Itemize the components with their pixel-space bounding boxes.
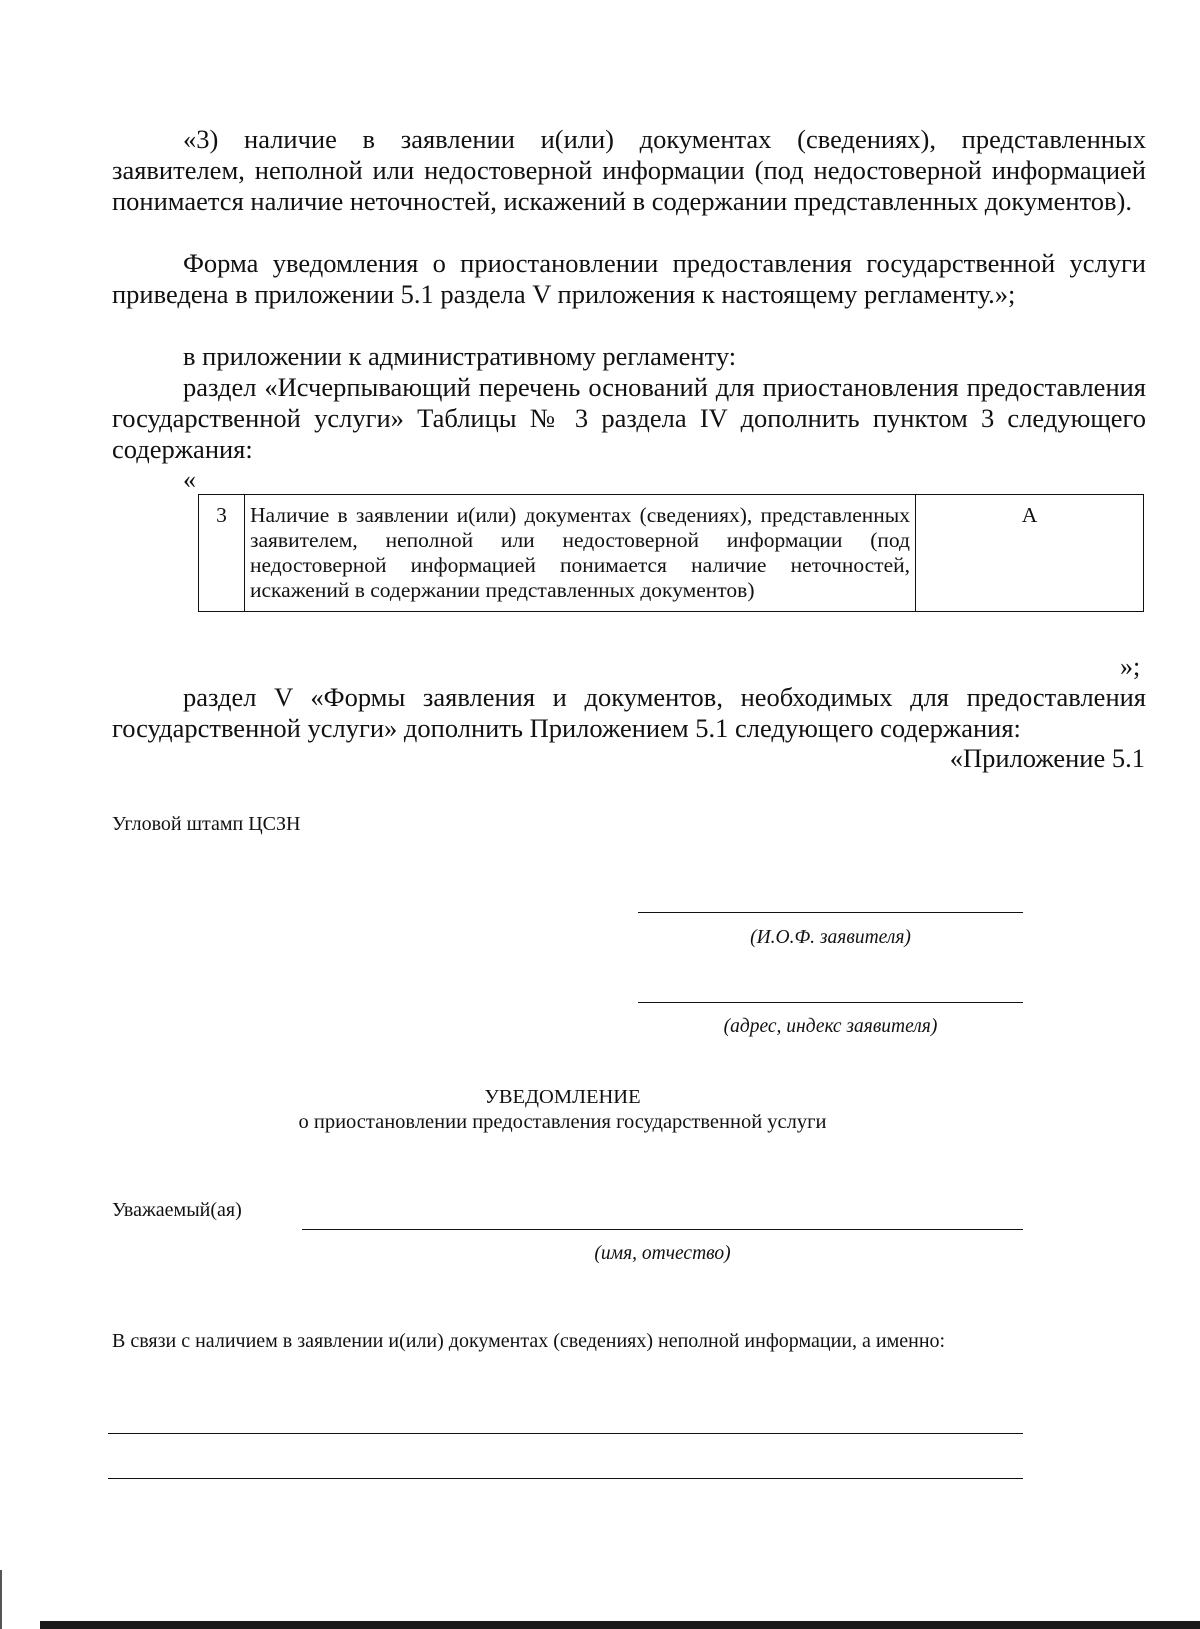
paragraph-notice-form: Форма уведомления о приостановлении предоставления государственной услуги приведена в приложении 5.1 раздела V приложения к настоящему регламенту.»; [112, 248, 1146, 309]
details-line-1 [108, 1433, 1023, 1434]
applicant-name-caption: (И.О.Ф. заявителя) [750, 927, 911, 948]
table-open-quote: « [183, 465, 196, 494]
scan-bottom-edge [40, 1621, 1200, 1629]
first-name-caption: (имя, отчество) [594, 1243, 731, 1264]
applicant-address-line [638, 1002, 1023, 1003]
salutation-label: Уважаемый(ая) [112, 1199, 242, 1221]
salutation-name-line [302, 1229, 1023, 1230]
corner-stamp-label: Угловой штамп ЦСЗН [112, 813, 301, 835]
applicant-name-line [638, 912, 1023, 913]
scan-left-edge [0, 1570, 2, 1629]
appendix-reference: «Приложение 5.1 [949, 743, 1145, 773]
paragraph-item-3: «3) наличие в заявлении и(или) документах (сведениях), представленных заявителем, неполной или недостоверной информации (под недостоверной информацией понимается наличие неточностей, искажений в содержании представленных документов). [112, 124, 1146, 216]
row-number-cell: 3 [199, 495, 245, 612]
details-line-2 [108, 1478, 1023, 1479]
paragraph-section-iv: раздел «Исчерпывающий перечень оснований для приостановления предоставления государственной услуги» Таблицы № 3 раздела IV дополнить пунктом 3 следующего содержания: [112, 372, 1146, 464]
applicant-address-caption: (адрес, индекс заявителя) [723, 1016, 938, 1037]
row-description-cell: Наличие в заявлении и(или) документах (сведениях), представленных заявителем, неполной или недостоверной информации (под недостоверной информацией понимается наличие неточностей, искажений в содержании представленных документов) [245, 495, 916, 612]
table-row [199, 495, 1144, 612]
notice-title: УВЕДОМЛЕНИЕ [484, 1086, 641, 1108]
paragraph-section-v: раздел V «Формы заявления и документов, необходимых для предоставления государственной услуги» дополнить Приложением 5.1 следующего содержания: [112, 682, 1146, 743]
notice-subtitle: о приостановлении предоставления государственной услуги [298, 1111, 827, 1133]
notice-body-text: В связи с наличием в заявлении и(или) документах (сведениях) неполной информации, а именно: [112, 1330, 946, 1352]
table-close-quote: »; [1120, 652, 1141, 681]
inserted-table [198, 494, 1144, 612]
row-code-cell: А [916, 495, 1144, 612]
paragraph-appendix-intro: в приложении к административному регламенту: [183, 341, 737, 371]
